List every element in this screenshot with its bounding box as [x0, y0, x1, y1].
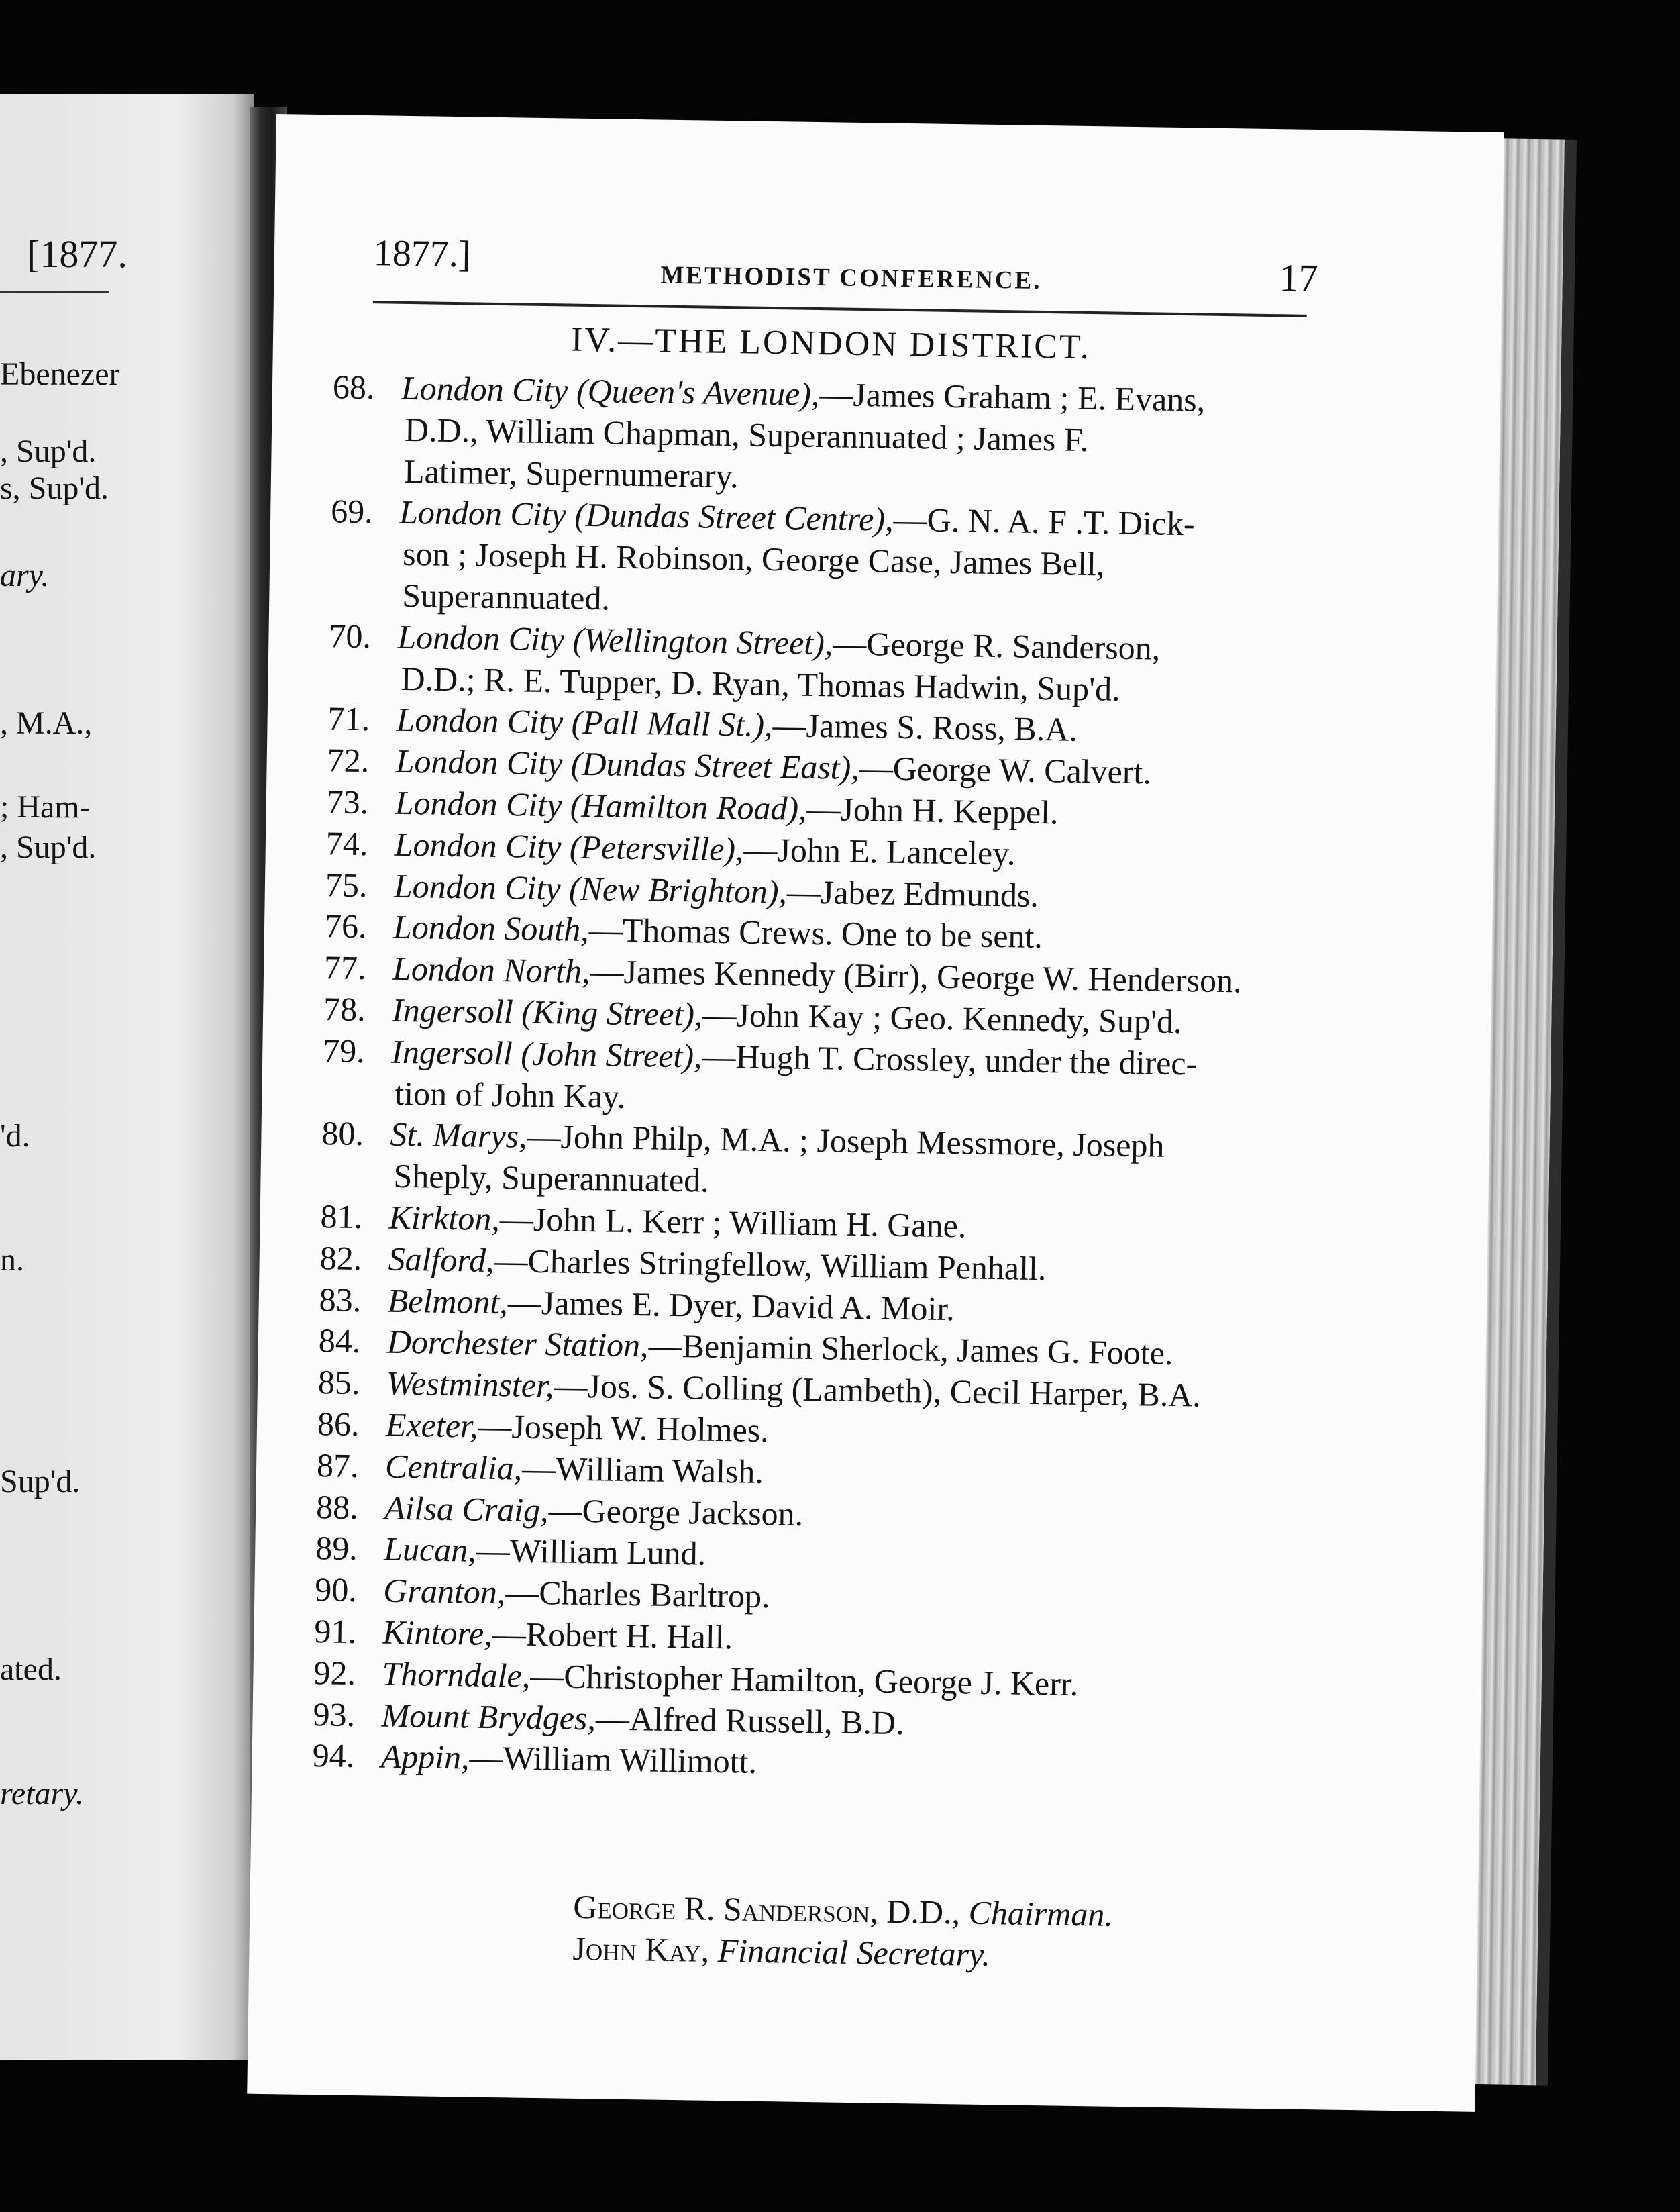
previous-page-line: ary.: [0, 558, 50, 593]
entry-number: 73.: [326, 783, 369, 821]
previous-page-line: n.: [0, 1242, 24, 1278]
ministers: —Jos. S. Colling (Lambeth), Cecil Harper, B.A.: [554, 1366, 1202, 1414]
previous-page-line: , Sup'd.: [0, 830, 97, 865]
previous-page-line: Ebenezer: [0, 356, 120, 392]
ministers: —Benjamin Sherlock, James G. Foote.: [648, 1326, 1173, 1372]
ministers: —James E. Dyer, David A. Moir.: [507, 1283, 955, 1327]
entry-number: 93.: [313, 1695, 356, 1733]
station-name: Ingersoll (King Street),: [391, 991, 703, 1034]
entry-number: 70.: [329, 617, 372, 655]
ministers: —Thomas Crews. One to be sent.: [588, 911, 1043, 956]
entry-number: 91.: [314, 1611, 357, 1650]
signature-name: John Kay,: [572, 1929, 710, 1969]
ministers: —G. N. A. F .T. Dick-: [893, 501, 1196, 543]
ministers: —John H. Keppel.: [806, 789, 1059, 832]
ministers: —James Kennedy (Birr), George W. Henderson.: [590, 952, 1243, 1000]
station-name: London City (Dundas Street East),: [395, 742, 860, 787]
ministers: —Robert H. Hall.: [492, 1614, 733, 1656]
entry-number: 74.: [325, 823, 368, 862]
entry-number: 68.: [332, 368, 375, 407]
entry-number: 75.: [325, 865, 368, 904]
station-name: Mount Brydges,: [381, 1696, 596, 1737]
entry-number: 92.: [313, 1653, 356, 1692]
station-name: Centralia,: [384, 1447, 523, 1487]
entry-number: 81.: [320, 1197, 363, 1236]
station-name: London City (Queen's Avenue),: [401, 368, 820, 413]
header-rule: [373, 301, 1307, 317]
station-name: Appin,: [380, 1737, 470, 1776]
ministers: —Charles Stringfellow, William Penhall.: [494, 1241, 1047, 1287]
station-entry: [329, 491, 1304, 630]
entry-number: 69.: [330, 492, 374, 531]
station-name: Lucan,: [383, 1529, 477, 1569]
station-name: London South,: [392, 908, 590, 949]
station-name: London City (Wellington Street),: [397, 617, 833, 662]
ministers-continued: D.D.; R. E. Tupper, D. Ryan, Thomas Hadwin, Sup'd.: [401, 659, 1121, 708]
station-list: [312, 366, 1306, 1791]
entry-number: 72.: [327, 741, 370, 780]
previous-page-line: Sup'd.: [0, 1464, 81, 1499]
previous-page-line: ; Ham-: [0, 789, 91, 825]
ministers: —George Jackson.: [548, 1491, 804, 1533]
ministers: —George W. Calvert.: [859, 749, 1152, 791]
ministers-continued: son ; Joseph H. Robinson, George Case, James Bell,: [402, 535, 1105, 583]
entry-number: 82.: [319, 1238, 362, 1277]
entry-number: 76.: [324, 907, 367, 946]
station-name: Thorndale,: [382, 1654, 531, 1695]
ministers-continued: tion of John Kay.: [394, 1074, 626, 1115]
station-name: London City (Petersville),: [394, 825, 744, 868]
entry-number: 89.: [315, 1529, 358, 1568]
signature-name: George R. Sanderson, D.D.,: [573, 1887, 961, 1931]
station-name: Exeter,: [385, 1405, 478, 1445]
ministers-continued: Latimer, Supernumerary.: [403, 452, 739, 495]
entry-number: 71.: [327, 699, 370, 738]
signature-role: Financial Secretary.: [717, 1931, 991, 1974]
ministers: —Charles Barltrop.: [505, 1573, 771, 1615]
previous-page-line: retary.: [0, 1776, 84, 1811]
page: [247, 114, 1504, 2112]
station-name: Ingersoll (John Street),: [390, 1032, 702, 1075]
previous-page-line: ated.: [0, 1652, 62, 1687]
entry-number: 83.: [319, 1280, 362, 1319]
station-name: London City (New Brighton),: [393, 866, 788, 910]
station-entry: [322, 1030, 1296, 1127]
entry-number: 88.: [315, 1487, 359, 1526]
ministers: —Hugh T. Crossley, under the direc-: [702, 1037, 1198, 1083]
ministers: —Joseph W. Holmes.: [478, 1407, 770, 1450]
ministers: —John L. Kerr ; William H. Gane.: [499, 1200, 967, 1245]
station-entry: [328, 615, 1302, 713]
station-name: Granton,: [382, 1571, 506, 1611]
ministers: —William Walsh.: [521, 1449, 764, 1491]
previous-page-header-rule: [0, 291, 109, 293]
entry-number: 85.: [317, 1363, 360, 1402]
section-title: IV.—THE LONDON DISTRICT.: [570, 320, 1092, 367]
secretary-signature: [572, 1929, 990, 1974]
previous-page-line: , Sup'd.: [0, 434, 97, 469]
ministers: —John Kay ; Geo. Kennedy, Sup'd.: [702, 995, 1182, 1041]
station-name: Kirkton,: [388, 1198, 501, 1238]
ministers: —William Lund.: [476, 1531, 706, 1573]
ministers: —Alfred Russell, B.D.: [595, 1699, 905, 1742]
entry-number: 84.: [318, 1321, 361, 1360]
ministers: —Christopher Hamilton, George J. Kerr.: [529, 1656, 1079, 1703]
ministers-continued: Superannuated.: [401, 576, 611, 617]
signature-role: Chairman.: [968, 1893, 1114, 1933]
station-name: London City (Pall Mall St.),: [396, 701, 774, 744]
previous-page-line: , M.A.,: [0, 705, 93, 741]
chairman-signature: [573, 1887, 1113, 1934]
entry-number: 94.: [312, 1736, 355, 1775]
ministers-continued: D.D., William Chapman, Superannuated ; James F.: [404, 410, 1089, 458]
station-name: London City (Dundas Street Centre),: [399, 493, 894, 539]
station-name: London City (Hamilton Road),: [395, 783, 808, 827]
entry-number: 86.: [317, 1405, 360, 1443]
station-name: Salford,: [388, 1240, 495, 1279]
entry-number: 87.: [316, 1446, 360, 1485]
station-name: St. Marys,: [390, 1115, 528, 1156]
entry-number: 79.: [322, 1031, 366, 1070]
station-name: Westminster,: [386, 1364, 554, 1405]
station-name: Kintore,: [382, 1613, 493, 1652]
previous-page-year: [1877.: [27, 232, 127, 276]
ministers: —James S. Ross, B.A.: [772, 706, 1078, 749]
ministers-continued: Sheply, Superannuated.: [393, 1156, 710, 1199]
entry-number: 77.: [323, 948, 367, 987]
running-head-title: METHODIST CONFERENCE.: [660, 261, 1042, 295]
station-name: London North,: [392, 949, 591, 991]
station-name: Belmont,: [387, 1281, 509, 1321]
running-head-year: 1877.]: [373, 232, 472, 276]
previous-page-line: 'd.: [0, 1118, 30, 1154]
station-name: Dorchester Station,: [386, 1322, 649, 1364]
station-entry: [321, 1113, 1295, 1211]
ministers: —George R. Sanderson,: [833, 624, 1161, 667]
station-name: Ailsa Craig,: [384, 1489, 549, 1529]
entry-number: 80.: [321, 1114, 364, 1153]
ministers: —James Graham ; E. Evans,: [819, 375, 1206, 419]
previous-page-line: s, Sup'd.: [0, 470, 109, 506]
entry-number: 78.: [323, 990, 366, 1029]
page-number: 17: [1279, 256, 1319, 301]
ministers: —John E. Lanceley.: [743, 830, 1016, 872]
previous-page: [0, 94, 254, 2060]
ministers: —William Willimott.: [469, 1738, 757, 1781]
station-entry: [331, 366, 1306, 505]
ministers: —John Philp, M.A. ; Joseph Messmore, Joseph: [527, 1117, 1165, 1165]
entry-number: 90.: [314, 1570, 358, 1609]
ministers: —Jabez Edmunds.: [786, 872, 1039, 914]
